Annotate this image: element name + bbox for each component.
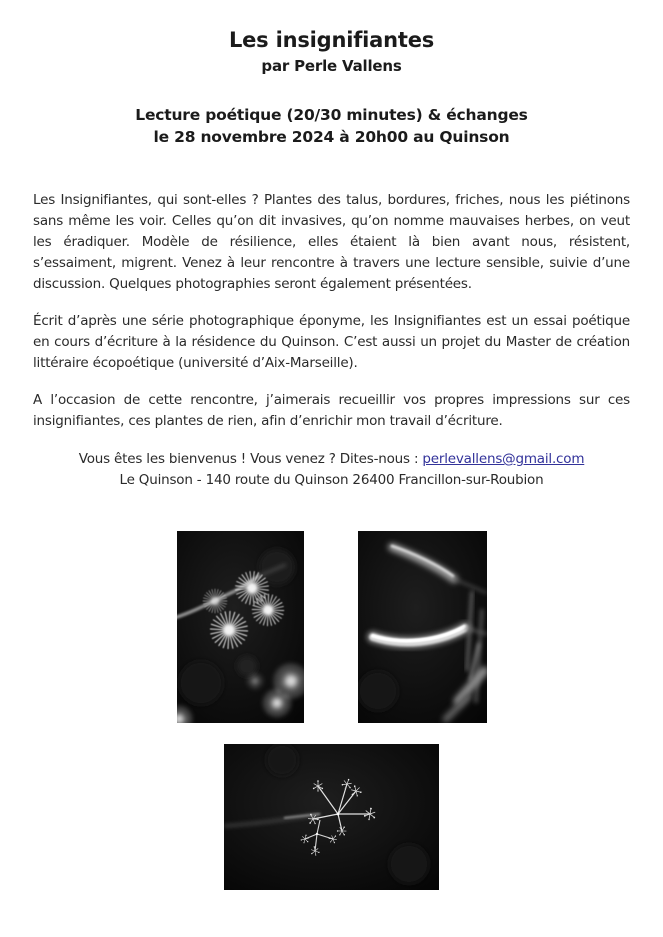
- paragraph-intro: Les Insignifiantes, qui sont-elles ? Plantes des talus, bordures, friches, nous les piétinons sans même les voir. Celles qu’on dit invasives, qu’on nomme mauvaises herbes, on veut les éradiquer. Modèle de résilience, elles étaient là bien avant nous, résistent, s’essaiment, migrent. Venez à leur rencontre à travers une lecture sensible, suivie d’une discussion. Quelques photographies seront également présentées.: [33, 192, 630, 292]
- byline: par Perle Vallens: [261, 57, 402, 75]
- invitation-line: [33, 449, 630, 470]
- header: [0, 27, 663, 148]
- paragraph-call: A l’occasion de cette rencontre, j’aimerais recueillir vos propres impressions sur ces insignifiantes, ces plantes de rien, afin d’enrichir mon travail d’écriture.: [33, 392, 630, 429]
- invitation-text: Vous êtes les bienvenus ! Vous venez ? Dites-nous :: [78, 451, 423, 467]
- event-details: [0, 104, 663, 148]
- page-title: Les insignifiantes: [228, 28, 435, 52]
- event-type-line: Lecture poétique (20/30 minutes) & échanges: [135, 106, 528, 124]
- address-line: Le Quinson - 140 route du Quinson 26400 Francillon-sur-Roubion: [119, 472, 544, 488]
- paragraph-project: Écrit d’après une série photographique éponyme, les Insignifiantes est un essai poétique en cours d’écriture à la résidence du Quinson. C’est aussi un projet du Master de création littéraire écopoétique (université d’Aix-Marseille).: [33, 313, 630, 371]
- photo-seed-fluff: [177, 531, 304, 723]
- photo-row-top: [0, 531, 663, 723]
- photo-gallery: [0, 531, 663, 890]
- photo-umbel-star: [224, 744, 439, 890]
- photo-foxtail-spikes: [358, 531, 487, 723]
- seed-fluff-illustration: [177, 531, 304, 723]
- foxtail-illustration: [358, 531, 487, 723]
- event-date-line: le 28 novembre 2024 à 20h00 au Quinson: [153, 128, 510, 146]
- umbel-illustration: [224, 744, 439, 890]
- email-link[interactable]: perlevallens@gmail.com: [422, 451, 585, 467]
- invitation-block: [33, 449, 630, 491]
- body-text: [33, 190, 630, 491]
